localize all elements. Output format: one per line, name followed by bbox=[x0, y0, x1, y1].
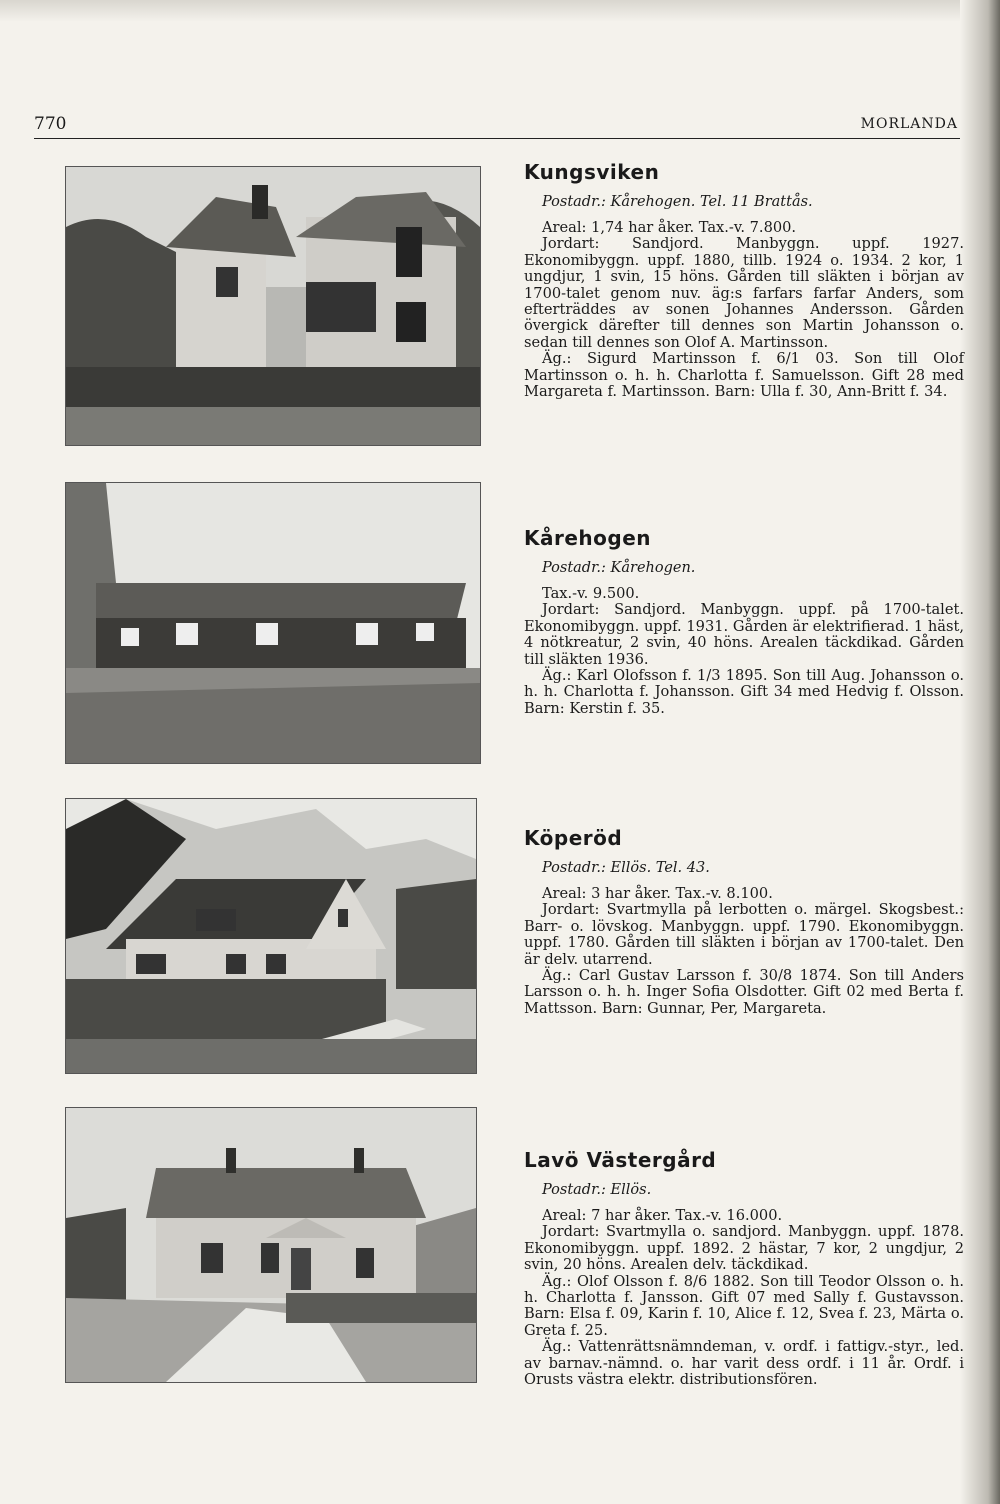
entry-paragraph: Äg.: Carl Gustav Larsson f. 30/8 1874. Son till Anders Larsson o. h. h. Inger Sofia Olsdotter. Gift 02 med Berta f. Mattsson. Barn: Gunnar, Per, Margareta. bbox=[524, 967, 964, 1017]
page-gutter-shadow bbox=[960, 0, 1000, 1504]
entry-karehogen bbox=[524, 526, 964, 717]
entry-paragraph: Jordart: Svartmylla o. sandjord. Manbyggn. uppf. 1878. Ekonomibyggn. uppf. 1892. 2 hästar, 7 kor, 2 ungdjur, 2 svin, 20 höns. Arealen delv. täckdikad. bbox=[524, 1223, 964, 1274]
entry-paragraph: Äg.: Karl Olofsson f. 1/3 1895. Son till Aug. Johansson o. h. h. Charlotta f. Johansson. Gift 34 med Hedvig f. Olsson. Barn: Kerstin f. 35. bbox=[524, 667, 964, 717]
entry-kungsviken bbox=[524, 160, 964, 400]
house-photo-lavo-vastergard bbox=[65, 1107, 477, 1383]
entry-postadr: Postadr.: Kårehogen. Tel. 11 Brattås. bbox=[542, 194, 813, 210]
running-head: MORLANDA bbox=[860, 116, 958, 132]
house-photo-koperod bbox=[65, 798, 477, 1074]
house-photo-kungsviken bbox=[65, 166, 481, 446]
entry-paragraph: Areal: 3 har åker. Tax.-v. 8.100. bbox=[542, 885, 773, 902]
page-header bbox=[34, 106, 958, 146]
entry-paragraph: Jordart: Svartmylla på lerbotten o. märgel. Skogsbest.: Barr- o. lövskog. Manbyggn. uppf. 1790. Ekonomibyggn. uppf. 1780. Gården till släkten i början av 1700-talet. Den är delv. utarrend. bbox=[524, 901, 964, 968]
house-photo-karehogen bbox=[65, 482, 481, 764]
header-rule bbox=[34, 138, 960, 139]
entry-title: Köperöd bbox=[524, 826, 623, 850]
entry-postadr: Postadr.: Kårehogen. bbox=[542, 560, 696, 576]
entry-paragraph: Jordart: Sandjord. Manbyggn. uppf. på 1700-talet. Ekonomibyggn. uppf. 1931. Gården är elektrifierad. 1 häst, 4 nötkreatur, 2 svin, 40 höns. Arealen täckdikad. Gården till släkten 1936. bbox=[524, 601, 964, 668]
entry-paragraph: Jordart: Sandjord. Manbyggn. uppf. 1927. Ekonomibyggn. uppf. 1880, tillb. 1924 o. 1934. 2 kor, 1 ungdjur, 1 svin, 15 höns. Gården till släkten i början av 1700-talet genom nuv. äg:s farfars farfar Anders, som efterträddes av sonen Johannes Andersson. Gården övergick därefter till dennes son Martin Johansson o. sedan till dennes son Olof A. Martinsson. bbox=[524, 235, 964, 351]
entry-paragraph: Tax.-v. 9.500. bbox=[542, 585, 640, 602]
page-top-shading bbox=[0, 0, 1000, 22]
entry-paragraph: Äg.: Olof Olsson f. 8/6 1882. Son till Teodor Olsson o. h. h. Charlotta f. Jansson. Gift 07 med Sally f. Gustavsson. Barn: Elsa f. 09, Karin f. 10, Alice f. 12, Svea f. 23, Märta o. Greta f. 25. bbox=[524, 1272, 964, 1339]
entry-title: Kårehogen bbox=[524, 526, 652, 550]
entry-lavo-vastergard bbox=[524, 1148, 964, 1388]
entry-koperod bbox=[524, 826, 964, 1017]
entry-postadr: Postadr.: Ellös. Tel. 43. bbox=[542, 860, 710, 876]
entry-title: Lavö Västergård bbox=[524, 1148, 717, 1172]
page-number: 770 bbox=[34, 114, 67, 134]
entry-paragraph: Areal: 1,74 har åker. Tax.-v. 7.800. bbox=[542, 219, 797, 236]
entry-paragraph: Äg.: Vattenrättsnämndeman, v. ordf. i fattigv.-styr., led. av barnav.-nämnd. o. har varit dess ordf. i 11 år. Ordf. i Orusts västra elektr. distributionsfören. bbox=[524, 1338, 964, 1389]
entry-paragraph: Äg.: Sigurd Martinsson f. 6/1 03. Son till Olof Martinsson o. h. h. Charlotta f. Samuelsson. Gift 28 med Margareta f. Martinsson. Barn: Ulla f. 30, Ann-Britt f. 34. bbox=[524, 350, 964, 401]
entry-paragraph: Areal: 7 har åker. Tax.-v. 16.000. bbox=[542, 1207, 783, 1224]
entry-postadr: Postadr.: Ellös. bbox=[542, 1182, 652, 1198]
entry-title: Kungsviken bbox=[524, 160, 660, 184]
